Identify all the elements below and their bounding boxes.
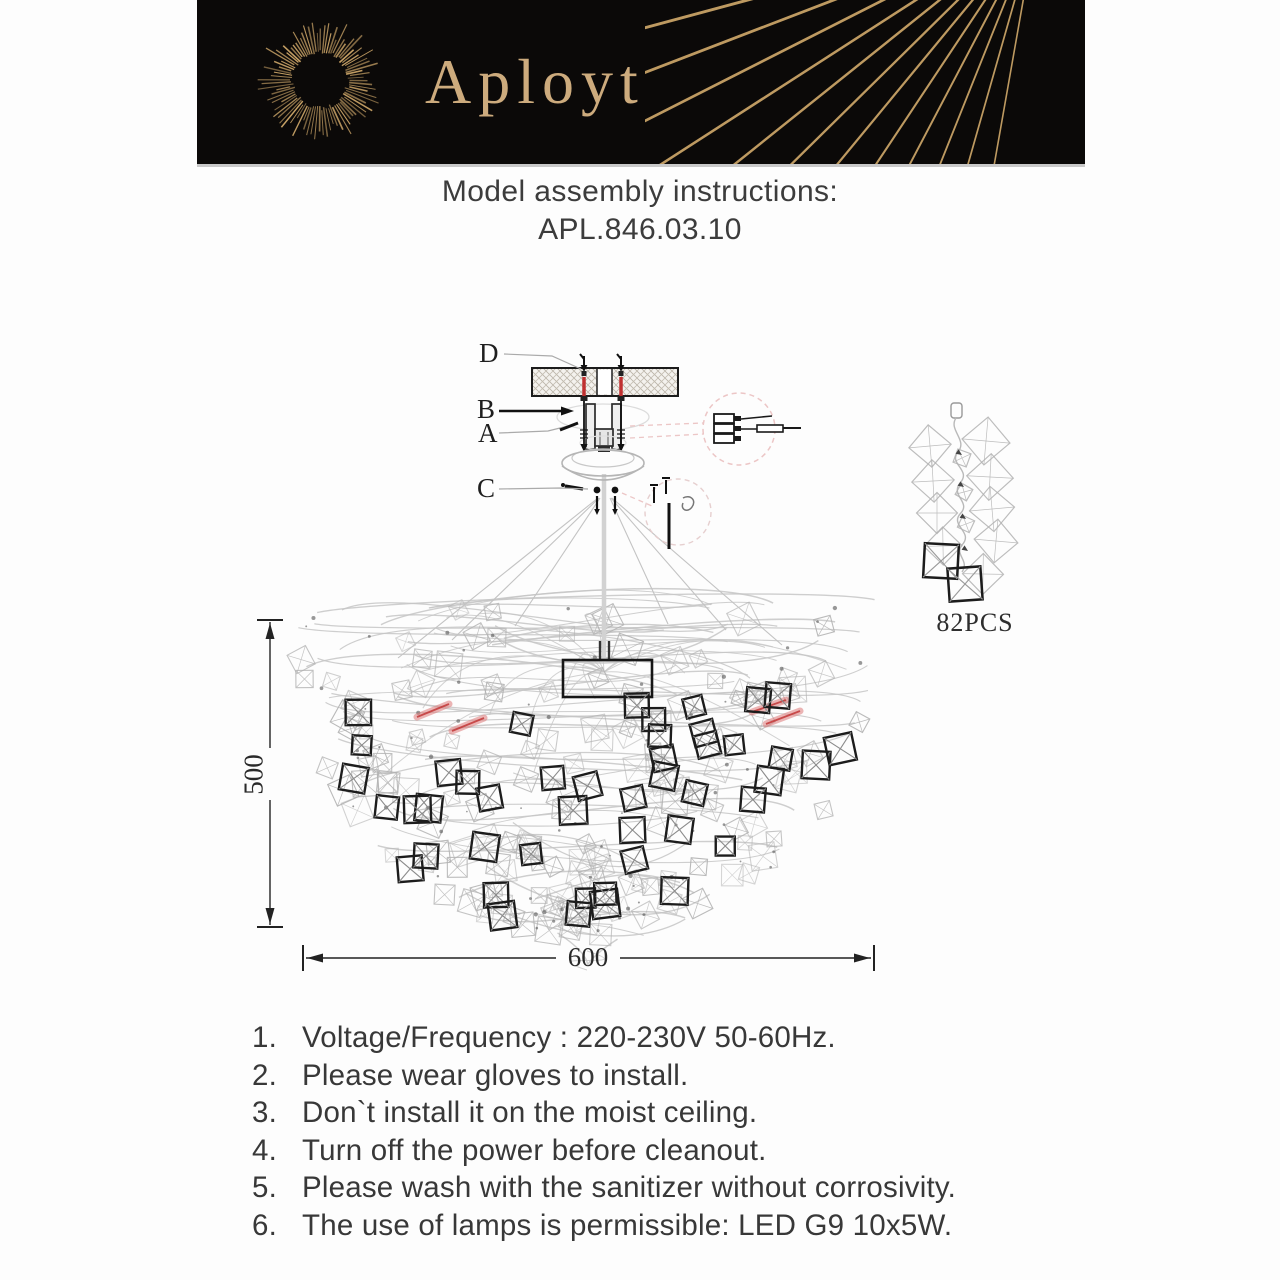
width-dimension-label: 600: [567, 942, 609, 972]
part-label-c: C: [477, 473, 496, 503]
brand-wordmark: Aployt: [425, 46, 645, 117]
instruction-number: 1.: [252, 1021, 278, 1054]
height-dimension-label: 500: [238, 754, 269, 795]
page-title: Model assembly instructions:: [441, 175, 839, 208]
part-label-a: A: [478, 418, 498, 448]
instruction-number: 4.: [252, 1133, 278, 1167]
pieces-count-label: 82PCS: [936, 608, 1014, 637]
instruction-text: Please wear gloves to install.: [302, 1058, 689, 1092]
instruction-number: 2.: [252, 1058, 278, 1092]
instruction-item: [252, 1019, 1072, 1057]
model-number: APL.846.03.10: [538, 213, 742, 246]
instruction-text: The use of lamps is permissible: LED G9 10x5W.: [302, 1208, 953, 1242]
instruction-item: [252, 1132, 1072, 1170]
instruction-number: 6.: [252, 1208, 278, 1242]
instruction-text: Turn off the power before cleanout.: [302, 1133, 767, 1167]
instruction-item: [252, 1207, 1072, 1245]
instruction-text: Please wash with the sanitizer without corrosivity.: [302, 1171, 956, 1204]
instruction-number: 5.: [252, 1171, 278, 1204]
instruction-item: [252, 1094, 1072, 1132]
instruction-number: 3.: [252, 1096, 278, 1129]
part-label-d: D: [479, 338, 499, 368]
instruction-item: [252, 1169, 1072, 1207]
instruction-list: [252, 1019, 1072, 1244]
instruction-text: Don`t install it on the moist ceiling.: [302, 1096, 758, 1129]
part-label-b: B: [477, 394, 496, 424]
instruction-text: Voltage/Frequency : 220-230V 50-60Hz.: [302, 1021, 836, 1054]
instruction-item: [252, 1057, 1072, 1095]
